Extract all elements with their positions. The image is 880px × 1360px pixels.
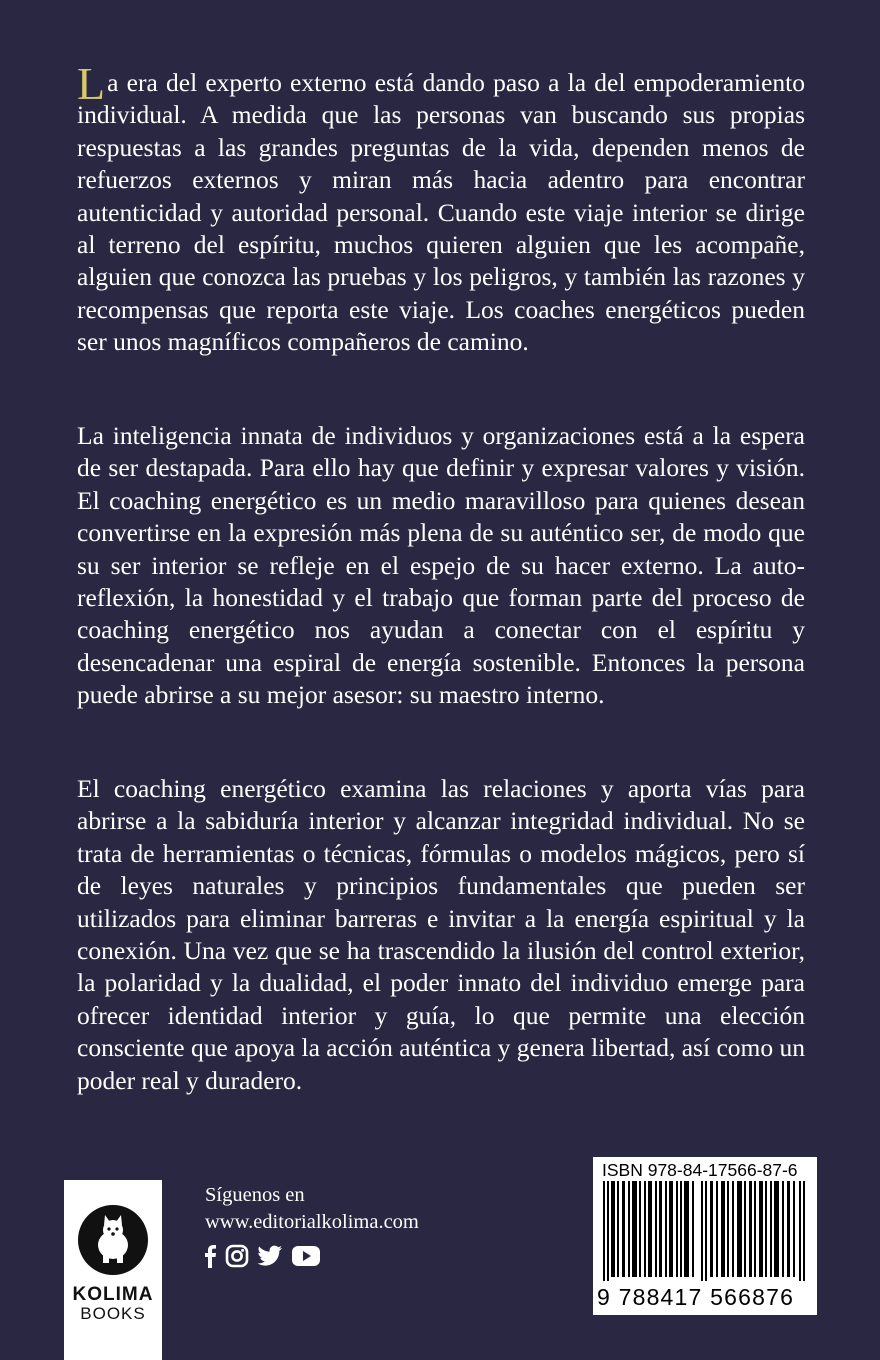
drop-cap: L bbox=[77, 58, 106, 109]
isbn-text: ISBN 978-84-17566-87-6 bbox=[602, 1160, 798, 1180]
twitter-icon[interactable] bbox=[257, 1245, 283, 1267]
ean-number: 9 788417 566876 bbox=[597, 1284, 795, 1310]
website-link[interactable]: www.editorialkolima.com bbox=[205, 1211, 419, 1233]
social-icons bbox=[203, 1244, 321, 1268]
instagram-icon[interactable] bbox=[225, 1244, 249, 1268]
paragraph-3: El coaching energético examina las relaciones y aporta vías para abrirse a la sabiduría interior y alcanzar integridad individual. No se trata de herramientas o técnicas, fórmulas o modelos mágicos, pero sí de leyes naturales y principios fundamentales que pueden ser utilizados para eliminar barreras e invitar a la energía espiritual y la conexión. Una vez que se ha trascendido la ilusión del control exterior, la polaridad y la dualidad, el poder innato del individuo emerge para ofrecer identidad interior y guía, lo que permite una elección consciente que apoya la acción auténtica y genera libertad, así como un poder real y duradero. bbox=[77, 774, 805, 1095]
paragraph-2: La inteligencia innata de individuos y organizaciones está a la espera de ser destapada. Para ello hay que definir y expresar valores y visión. El coaching energético es un medio maravilloso para quienes desean convertirse en la expresión más plena de su auténtico ser, de modo que su ser interior se refleje en el espejo de su hacer externo. La auto-reflexión, la honestidad y el trabajo que forman parte del proceso de coaching energético nos ayudan a conectar con el espíritu y desencadenar una espiral de energía sostenible. Entonces la persona puede abrirse a su mejor asesor: su maestro interno. bbox=[77, 421, 805, 710]
publisher-subname: BOOKS bbox=[80, 1304, 146, 1323]
isbn-barcode bbox=[593, 1157, 817, 1315]
paragraph-1-text: a era del experto externo está dando paso a la del empoderamiento individual. A medida que las personas van buscando sus propias respuestas a las grandes preguntas de la vida, dependen menos de refuerzos externos y miran más hacia adentro para encontrar autenticidad y autoridad personal. Cuando este viaje interior se dirige al terreno del espíritu, muchos quieren alguien que les acompañe, alguien que conozca las pruebas y los peligros, y también las razones y recompensas que reporta este viaje. Los coaches energéticos pueden ser unos magníficos compañeros de camino. bbox=[77, 68, 805, 357]
barcode-bars bbox=[603, 1181, 808, 1281]
dog-logo-icon bbox=[78, 1205, 148, 1275]
facebook-icon[interactable] bbox=[203, 1244, 217, 1268]
follow-text: Síguenos en bbox=[205, 1184, 305, 1206]
youtube-icon[interactable] bbox=[291, 1245, 321, 1267]
paragraph-1 bbox=[77, 58, 805, 359]
publisher-name: KOLIMA bbox=[72, 1284, 154, 1305]
publisher-logo bbox=[64, 1180, 162, 1360]
